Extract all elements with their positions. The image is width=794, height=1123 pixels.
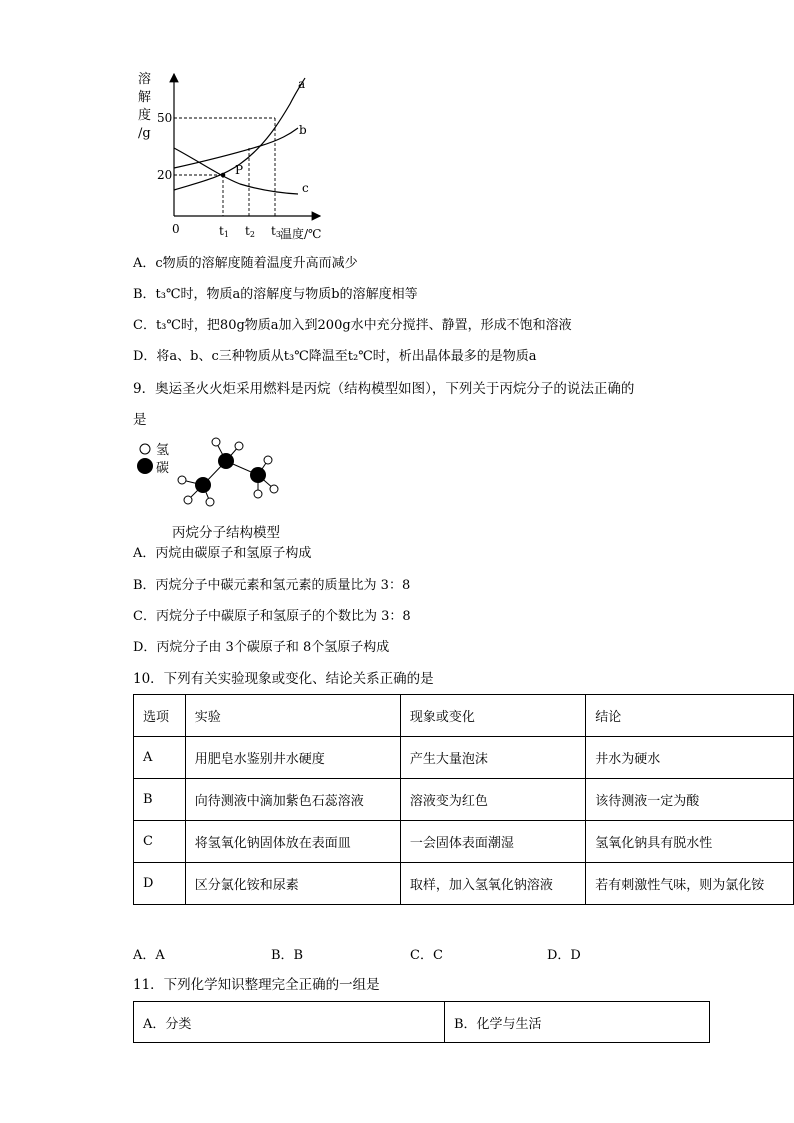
cell-phenomenon: 取样，加入氢氧化钠溶液 [400, 863, 585, 905]
curve-b [174, 128, 298, 168]
intersection-point [221, 173, 226, 178]
propane-model [134, 436, 304, 516]
table-row [134, 779, 794, 821]
cell-phenomenon: 一会固体表面潮湿 [400, 821, 585, 863]
q10-option-c: C．C [410, 948, 443, 963]
table-row [134, 1002, 710, 1043]
q9-option-b: B．丙烷分子中碳元素和氢元素的质量比为 3：8 [133, 578, 411, 593]
x-tick-t1: t1 [219, 224, 229, 239]
cell-experiment: 区分氯化铵和尿素 [185, 863, 400, 905]
cell-experiment: 将氢氧化钠固体放在表面皿 [185, 821, 400, 863]
cell-classification: A．分类 [134, 1002, 445, 1043]
cell-conclusion: 氢氧化钠具有脱水性 [586, 821, 794, 863]
q10-option-a: A．A [133, 948, 165, 963]
hydrogen-legend-icon [140, 444, 150, 454]
cell-conclusion: 井水为硬水 [586, 737, 794, 779]
q9-stem-line2: 是 [133, 412, 147, 428]
q10-stem: 10．下列有关实验现象或变化、结论关系正确的是 [133, 671, 434, 687]
point-label: P [235, 163, 244, 177]
solubility-graph [130, 66, 330, 246]
legend-carbon: 碳 [156, 461, 170, 476]
q8-option-a: A．c物质的溶解度随着温度升高而减少 [133, 256, 358, 271]
cell-option: D [134, 863, 186, 905]
header-option: 选项 [134, 695, 186, 737]
y-label-4: /g [138, 126, 151, 141]
curve-b-label: b [299, 123, 307, 137]
q8-option-b: B．t₃℃时，物质a的溶解度与物质b的溶解度相等 [133, 287, 418, 302]
y-tick-50: 50 [157, 111, 173, 125]
q10-option-d: D．D [547, 948, 581, 963]
y-label-3: 度 [138, 108, 152, 123]
legend-hydrogen: 氢 [156, 443, 170, 458]
carbon-atoms [195, 453, 266, 493]
cell-option: B [134, 779, 186, 821]
table-row [134, 821, 794, 863]
header-conclusion: 结论 [586, 695, 794, 737]
cell-phenomenon: 溶液变为红色 [400, 779, 585, 821]
q9-stem-line1: 9．奥运圣火火炬采用燃料是丙烷（结构模型如图），下列关于丙烷分子的说法正确的 [133, 381, 635, 397]
cell-conclusion: 该待测液一定为酸 [586, 779, 794, 821]
q11-stem: 11．下列化学知识整理完全正确的一组是 [133, 977, 380, 993]
q8-option-d: D．将a、b、c三种物质从t₃℃降温至t₂℃时，析出晶体最多的是物质a [133, 349, 537, 364]
table-row [134, 863, 794, 905]
q10-table [133, 694, 794, 905]
cell-phenomenon: 产生大量泡沫 [400, 737, 585, 779]
q11-table [133, 1001, 710, 1043]
y-label-2: 解 [138, 90, 152, 105]
cell-option: A [134, 737, 186, 779]
propane-caption: 丙烷分子结构模型 [172, 525, 280, 541]
table-header-row [134, 695, 794, 737]
q9-option-d: D．丙烷分子由 3个碳原子和 8个氢原子构成 [133, 640, 390, 655]
cell-experiment: 用肥皂水鉴别井水硬度 [185, 737, 400, 779]
cell-chemistry-life: B．化学与生活 [445, 1002, 710, 1043]
q9-option-c: C．丙烷分子中碳原子和氢原子的个数比为 3：8 [133, 609, 411, 624]
x-tick-t2: t2 [245, 224, 255, 239]
curve-c-label: c [302, 181, 309, 195]
guide-lines [174, 118, 275, 216]
carbon-legend-icon [137, 458, 153, 474]
cell-experiment: 向待测液中滴加紫色石蕊溶液 [185, 779, 400, 821]
curve-a-label: a [298, 77, 306, 91]
q8-option-c: C．t₃℃时，把80g物质a加入到200g水中充分搅拌、静置，形成不饱和溶液 [133, 318, 572, 333]
y-tick-20: 20 [157, 168, 173, 182]
cell-option: C [134, 821, 186, 863]
header-phenomenon: 现象或变化 [400, 695, 585, 737]
y-label-1: 溶 [138, 72, 152, 87]
q9-option-a: A．丙烷由碳原子和氢原子构成 [133, 546, 312, 561]
x-axis-label: 温度/℃ [280, 227, 322, 241]
header-experiment: 实验 [185, 695, 400, 737]
origin-label: 0 [172, 222, 180, 236]
x-tick-t3: t3 [271, 224, 281, 239]
q10-option-b: B．B [271, 948, 304, 963]
cell-conclusion: 若有刺激性气味，则为氯化铵 [586, 863, 794, 905]
table-row [134, 737, 794, 779]
